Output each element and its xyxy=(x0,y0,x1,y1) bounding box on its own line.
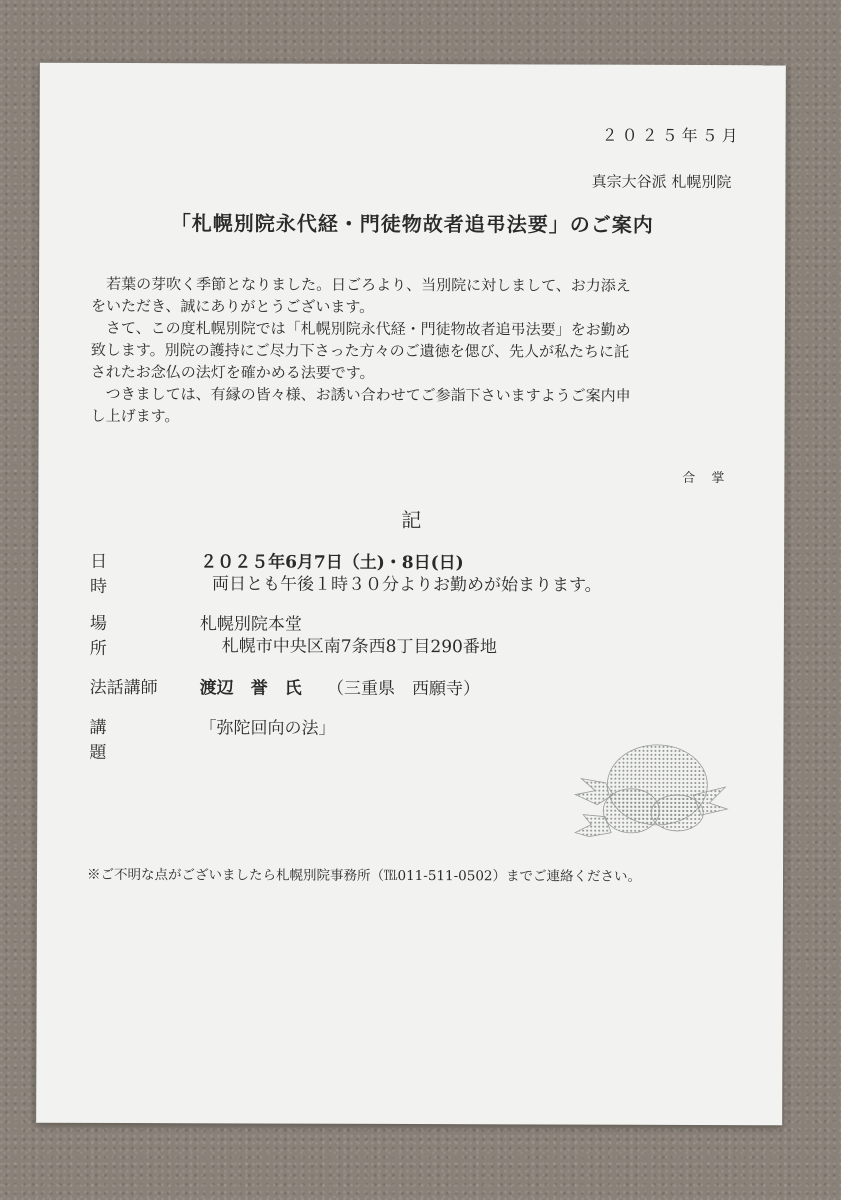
ki-heading: 記 xyxy=(401,507,422,533)
hydrangea-illustration xyxy=(569,737,729,846)
datetime-value: ２０２５年6月7日（土)・8日(日) xyxy=(200,552,464,574)
body-line: されたお念仏の法灯を確かめる法要です。 xyxy=(90,362,375,382)
sender-name: 真宗大谷派 札幌別院 xyxy=(591,172,732,192)
datetime-label: 日 時 xyxy=(89,551,132,598)
body-line: さて、この度札幌別院では「札幌別院永代経・門徒物故者追弔法要」をお勤め xyxy=(105,318,631,339)
body-line: 若葉の芽吹く季節となりました。日ごろより、当別院に対しまして、お力添え xyxy=(106,274,631,295)
place-address: 札幌市中央区南7条西8丁目290番地 xyxy=(221,636,497,658)
issue-date: ２０２５年５月 xyxy=(601,125,742,146)
body-line: 致します。別院の護持にご尽力下さった方々のご遺徳を偲び、先人が私たちに託 xyxy=(90,340,630,361)
closing-gassho: 合 掌 xyxy=(682,470,731,487)
notice-sheet xyxy=(36,63,786,1126)
document-title: 「札幌別院永代経・門徒物故者追弔法要」のご案内 xyxy=(170,211,654,237)
topic-row xyxy=(89,713,336,764)
speaker-affiliation: （三重県 西願寺） xyxy=(327,678,481,700)
body-line: をいただき、誠にありがとうございます。 xyxy=(90,296,375,316)
topic-value: 「弥陀回向の法」 xyxy=(199,718,336,739)
greeting-body xyxy=(91,273,740,429)
body-line: し上げます。 xyxy=(90,406,180,426)
body-line: つきましては、有縁の皆々様、お誘い合わせてご参詣下さいますようご案内申 xyxy=(105,384,631,405)
speaker-row xyxy=(89,673,481,700)
topic-label: 講 題 xyxy=(89,717,131,764)
speaker-value xyxy=(200,673,480,699)
place-value: 札幌別院本堂 xyxy=(199,614,302,635)
contact-footnote: ※ご不明な点がございましたら札幌別院事務所（℡011-511-0502）までご連絡ください。 xyxy=(86,866,642,885)
speaker-name: 渡辺 誉 氏 xyxy=(199,678,302,699)
place-label: 場 所 xyxy=(89,613,131,660)
speaker-label: 法話講師 xyxy=(89,677,158,699)
place-row xyxy=(89,609,302,660)
datetime-note: 両日とも午後１時３０分よりお勤めが始まります。 xyxy=(211,574,602,596)
